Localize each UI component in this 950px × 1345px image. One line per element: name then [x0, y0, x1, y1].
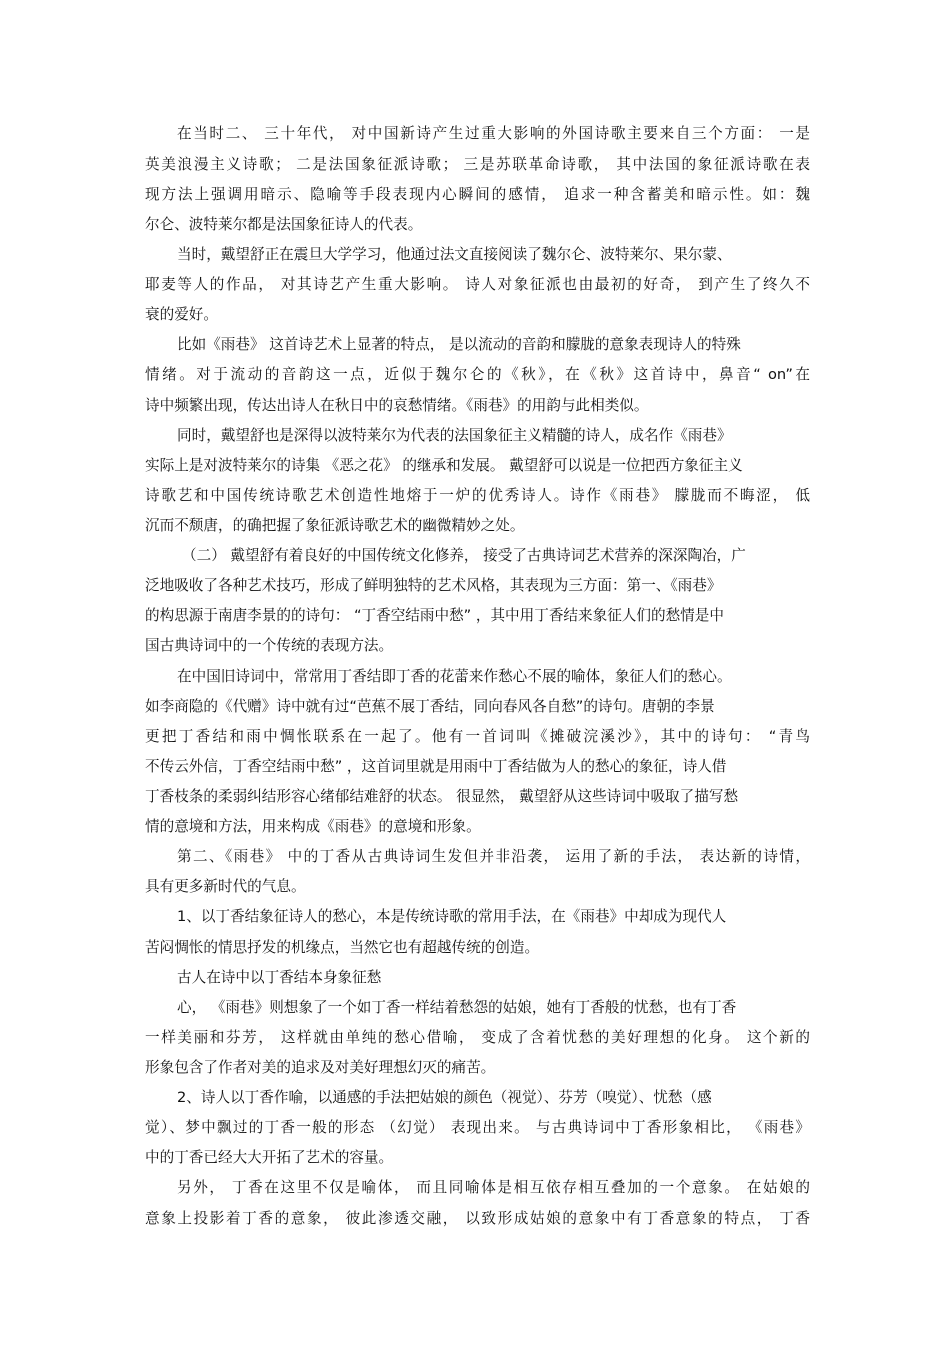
text-line: 情的意境和方法，用来构成《雨巷》的意境和形象。: [145, 818, 481, 835]
text-line: 耶麦等人的作品， 对其诗艺产生重大影响。 诗人对象征派也由最初的好奇， 到产生了终久不: [145, 276, 810, 293]
text-line: 在中国旧诗词中，常常用丁香结即丁香的花蕾来作愁心不展的喻体，象征人们的愁心。: [177, 668, 732, 685]
text-line: （二） 戴望舒有着良好的中国传统文化修养， 接受了古典诗词艺术营养的深深陶冶，广: [182, 547, 746, 564]
text-line: 中的丁香已经大大开拓了艺术的容量。: [145, 1149, 394, 1166]
text-line: 苦闷惆怅的情思抒发的机缘点，当然它也有超越传统的创造。: [145, 939, 540, 956]
text-line: 更把丁香结和雨中惆怅联系在一起了。他有一首词叫《摊破浣溪沙》，其中的诗句： “青鸟: [145, 728, 810, 745]
text-line: 诗中频繁出现，传达出诗人在秋日中的哀愁情绪。《雨巷》的用韵与此相类似。: [145, 397, 649, 414]
text-line: 同时，戴望舒也是深得以波特莱尔为代表的法国象征主义精髓的诗人，成名作《雨巷》: [177, 427, 732, 444]
text-line: 丁香枝条的柔弱纠结形容心绪郁结难舒的状态。 很显然， 戴望舒从这些诗词中吸取了描写愁: [145, 788, 739, 805]
text-line: 泛地吸收了各种艺术技巧，形成了鲜明独特的艺术风格，其表现为三方面：第一、《雨巷》: [145, 577, 722, 594]
text-line: 尔仑、波特莱尔都是法国象征诗人的代表。: [145, 216, 423, 233]
text-line: 现方法上强调用暗示、隐喻等手段表现内心瞬间的感情， 追求一种含蓄美和暗示性。如：魏: [145, 186, 810, 203]
text-line: 的构思源于南唐李景的的诗句： “丁香空结雨中愁” ，其中用丁香结来象征人们的愁情是中: [145, 607, 724, 624]
text-line: 当时，戴望舒正在震旦大学学习，他通过法文直接阅读了魏尔仑、波特莱尔、果尔蒙、: [177, 246, 732, 263]
text-line: 如李商隐的《代赠》诗中就有过“芭蕉不展丁香结，同向春风各自愁”的诗句。唐朝的李景: [145, 698, 715, 715]
text-line: 不传云外信，丁香空结雨中愁” ，这首词里就是用雨中丁香结做为人的愁心的象征，诗人借: [145, 758, 727, 775]
text-line: 古人在诗中以丁香结本身象征愁: [177, 969, 382, 986]
text-line: 第二、《雨巷》 中的丁香从古典诗词生发但并非沿袭， 运用了新的手法， 表达新的诗情，: [177, 848, 810, 865]
text-line: 在当时二、 三十年代， 对中国新诗产生过重大影响的外国诗歌主要来自三个方面： 一是: [177, 125, 810, 142]
text-line: 1、以丁香结象征诗人的愁心，本是传统诗歌的常用手法，在《雨巷》中却成为现代人: [177, 908, 727, 925]
text-line: 实际上是对波特莱尔的诗集 《恶之花》 的继承和发展。 戴望舒可以说是一位把西方象征主义: [145, 457, 743, 474]
text-line: 2、诗人以丁香作喻，以通感的手法把姑娘的颜色（视觉）、芬芳（嗅觉）、忧愁（感: [177, 1089, 712, 1106]
text-line: 具有更多新时代的气息。: [145, 878, 306, 895]
text-line: 情绪。对于流动的音韵这一点，近似于魏尔仑的《秋》，在《秋》这首诗中，鼻音“ on”在: [145, 366, 810, 383]
text-line: 沉而不颓唐，的确把握了象征派诗歌艺术的幽微精妙之处。: [145, 517, 525, 534]
text-line: 英美浪漫主义诗歌； 二是法国象征派诗歌； 三是苏联革命诗歌， 其中法国的象征派诗歌在表: [145, 156, 810, 173]
text-line: 比如《雨巷》 这首诗艺术上显著的特点， 是以流动的音韵和朦胧的意象表现诗人的特殊: [177, 336, 741, 353]
text-line: 衰的爱好。: [145, 306, 218, 323]
text-line: 一样美丽和芬芳， 这样就由单纯的愁心借喻， 变成了含着忧愁的美好理想的化身。 这个新的: [145, 1029, 810, 1046]
text-line: 诗歌艺和中国传统诗歌艺术创造性地熔于一炉的优秀诗人。诗作《雨巷》 朦胧而不晦涩， 低: [145, 487, 810, 504]
text-line: 另外， 丁香在这里不仅是喻体， 而且同喻体是相互依存相互叠加的一个意象。 在姑娘的: [177, 1179, 810, 1196]
text-line: 形象包含了作者对美的追求及对美好理想幻灭的痛苦。: [145, 1059, 496, 1076]
text-line: 觉）、梦中飘过的丁香一般的形态 （幻觉） 表现出来。 与古典诗词中丁香形象相比， 《雨巷》: [145, 1119, 810, 1136]
text-line: 意象上投影着丁香的意象， 彼此渗透交融， 以致形成姑娘的意象中有丁香意象的特点， 丁香: [145, 1210, 810, 1227]
text-line: 国古典诗词中的一个传统的表现方法。: [145, 637, 394, 654]
text-line: 心， 《雨巷》则想象了一个如丁香一样结着愁怨的姑娘，她有丁香般的忧愁，也有丁香: [177, 999, 737, 1016]
